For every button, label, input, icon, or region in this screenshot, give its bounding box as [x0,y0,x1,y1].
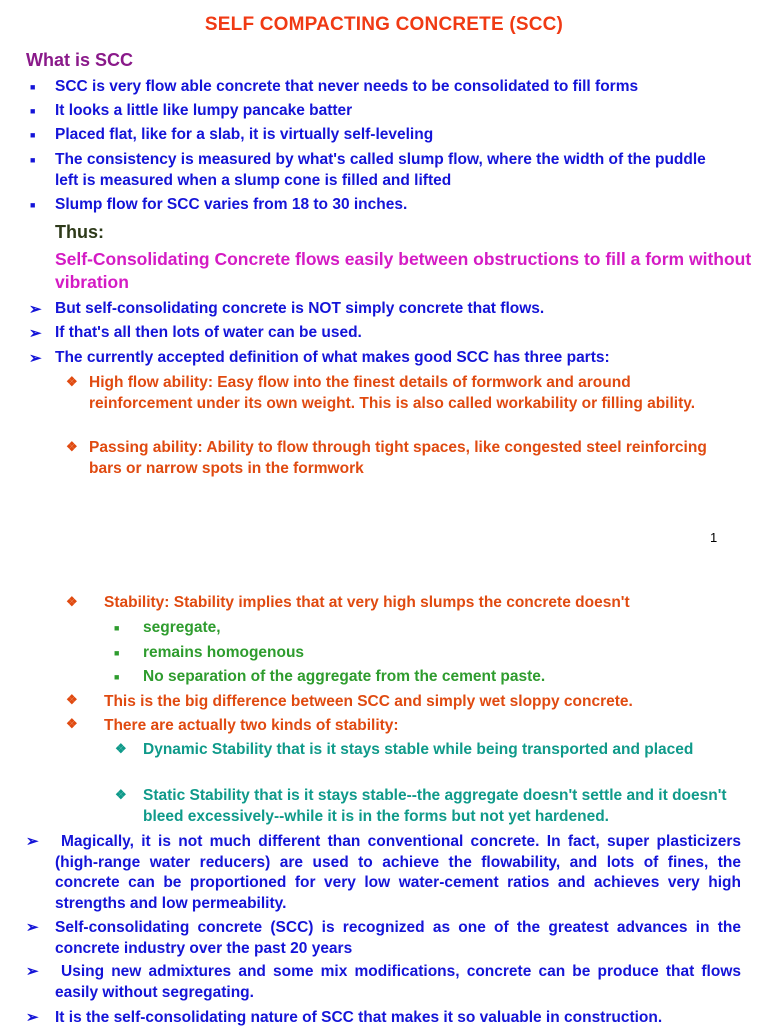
square-bullet-icon: ■ [114,672,120,682]
stability-kind: Dynamic Stability that is it stays stable while being transported and placed [143,741,694,758]
definition-statement: Self-Consolidating Concrete flows easily between obstructions to fill a form without vibration [55,249,752,292]
closing-point: Magically, it is not much different than conventional concrete. In fact, super plasticizers (high-range water reducers) are used to achieve the flowability, and lots of fines, the concrete can be proportioned for very low water-cement ratios and achieves very high strengths and low permeability. [55,833,741,912]
arrow-bullet-icon: ➢ [26,919,39,936]
closing-point: Using new admixtures and some mix modifications, concrete can be produce that flows easily without segregating. [55,963,741,1001]
arrow-bullet-icon: ➢ [29,325,42,342]
stability-subpoint: segregate, [143,619,221,636]
part-item: High flow ability: Easy flow into the finest details of formwork and around reinforcement under its own weight. This is also called workability or filling ability. [89,374,696,412]
stability-intro: Stability: Stability implies that at very high slumps the concrete doesn't [104,594,630,611]
page-title: SELF COMPACTING CONCRETE (SCC) [204,14,564,35]
arrow-point: The currently accepted definition of what makes good SCC has three parts: [55,349,610,366]
stability-subpoint: No separation of the aggregate from the cement paste. [143,668,546,685]
square-bullet-icon: ■ [30,200,36,210]
kinds-intro: There are actually two kinds of stability: [104,717,399,734]
arrow-bullet-icon: ➢ [26,833,39,850]
closing-point: It is the self-consolidating nature of SCC that makes it so valuable in construction. [55,1009,663,1026]
intro-bullet: Placed flat, like for a slab, it is virtually self-leveling [55,126,434,143]
page-number: 1 [710,530,718,545]
square-bullet-icon: ■ [114,648,120,658]
diamond-bullet-icon: ❖ [66,374,78,389]
stability-kind: Static Stability that is it stays stable--the aggregate doesn't settle and it doesn't bleed excessively--while it is in the forms but not yet hardened. [143,787,727,825]
intro-bullet: It looks a little like lumpy pancake batter [55,102,353,119]
arrow-point: But self-consolidating concrete is NOT simply concrete that flows. [55,300,545,317]
diamond-bullet-icon: ❖ [66,716,78,731]
difference-note: This is the big difference between SCC and simply wet sloppy concrete. [104,693,633,710]
thus-label: Thus: [55,222,104,242]
closing-point: Self-consolidating concrete (SCC) is recognized as one of the greatest advances in the concrete industry over the past 20 years [55,919,741,957]
stability-subpoint: remains homogenous [143,644,305,661]
intro-bullet: SCC is very flow able concrete that never needs to be consolidated to fill forms [55,78,639,95]
square-bullet-icon: ■ [30,130,36,140]
part-item: Passing ability: Ability to flow through tight spaces, like congested steel reinforcing bars or narrow spots in the formwork [89,439,707,477]
square-bullet-icon: ■ [30,82,36,92]
section-heading: What is SCC [26,50,134,70]
arrow-bullet-icon: ➢ [26,1009,39,1026]
intro-bullet: The consistency is measured by what's called slump flow, where the width of the puddle left is measured when a slump cone is filled and lifted [55,151,706,189]
square-bullet-icon: ■ [30,155,36,165]
arrow-bullet-icon: ➢ [26,963,39,980]
diamond-bullet-icon: ❖ [115,741,127,756]
diamond-bullet-icon: ❖ [66,439,78,454]
diamond-bullet-icon: ❖ [115,787,127,802]
square-bullet-icon: ■ [114,623,120,633]
arrow-bullet-icon: ➢ [29,301,42,318]
diamond-bullet-icon: ❖ [66,594,78,609]
diamond-bullet-icon: ❖ [66,692,78,707]
intro-bullet: Slump flow for SCC varies from 18 to 30 inches. [55,196,408,213]
arrow-point: If that's all then lots of water can be used. [55,324,362,341]
arrow-bullet-icon: ➢ [29,350,42,367]
square-bullet-icon: ■ [30,106,36,116]
